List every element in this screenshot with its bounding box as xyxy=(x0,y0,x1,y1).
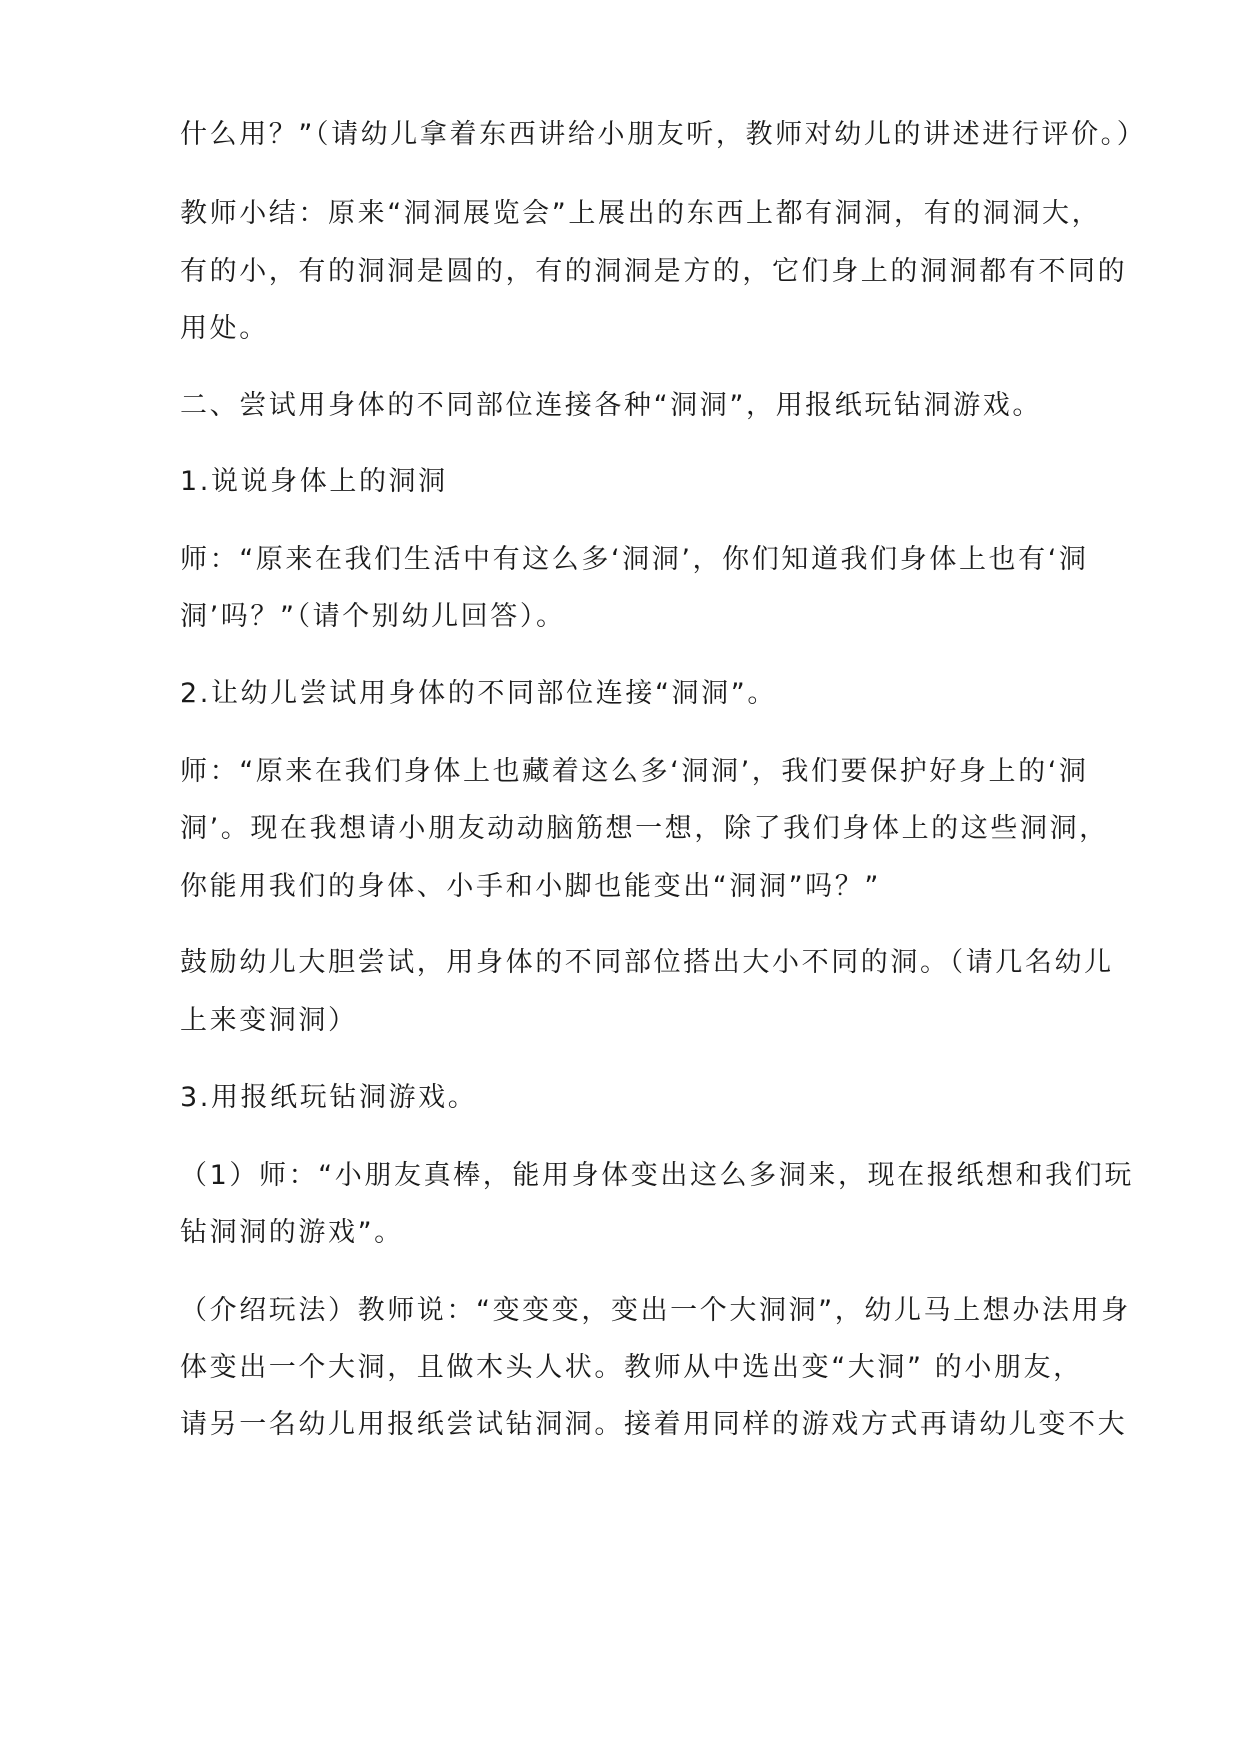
text-line: 钻洞洞的游戏”。 xyxy=(180,1217,404,1248)
subsection-heading: 2.让幼儿尝试用身体的不同部位连接“洞洞”。 xyxy=(180,678,777,709)
text-line: 用处。 xyxy=(180,313,269,344)
text-line: 有的小，有的洞洞是圆的，有的洞洞是方的，它们身上的洞洞都有不同的 xyxy=(180,256,1128,287)
subsection-heading: 1.说说身体上的洞洞 xyxy=(180,466,448,497)
text-line: （介绍玩法）教师说：“变变变，变出一个大洞洞”，幼儿马上想办法用身 xyxy=(180,1295,1131,1326)
text-line: 你能用我们的身体、小手和小脚也能变出“洞洞”吗？” xyxy=(180,871,881,902)
text-line: 鼓励幼儿大胆尝试，用身体的不同部位搭出大小不同的洞。（请几名幼儿 xyxy=(180,947,1114,978)
section-heading: 二、尝试用身体的不同部位连接各种“洞洞”，用报纸玩钻洞游戏。 xyxy=(180,390,1042,421)
text-line: 什么用？”（请幼儿拿着东西讲给小朋友听，教师对幼儿的讲述进行评价。） xyxy=(180,119,1147,150)
subsection-heading: 3.用报纸玩钻洞游戏。 xyxy=(180,1082,478,1113)
text-line: 请另一名幼儿用报纸尝试钻洞洞。接着用同样的游戏方式再请幼儿变不大 xyxy=(180,1409,1128,1440)
text-line: 上来变洞洞） xyxy=(180,1005,358,1036)
text-line: 师：“原来在我们身体上也藏着这么多‘洞洞’，我们要保护好身上的‘洞 xyxy=(180,756,1089,787)
text-line: 洞’吗？”（请个别幼儿回答）。 xyxy=(180,601,566,632)
text-line: 体变出一个大洞，且做木头人状。教师从中选出变“大洞” 的小朋友， xyxy=(180,1352,1083,1383)
text-line: （1）师：“小朋友真棒，能用身体变出这么多洞来，现在报纸想和我们玩 xyxy=(180,1160,1134,1191)
text-line: 教师小结：原来“洞洞展览会”上展出的东西上都有洞洞，有的洞洞大， xyxy=(180,198,1102,229)
text-line: 洞’。现在我想请小朋友动动脑筋想一想，除了我们身体上的这些洞洞， xyxy=(180,813,1109,844)
text-line: 师：“原来在我们生活中有这么多‘洞洞’，你们知道我们身体上也有‘洞 xyxy=(180,544,1089,575)
